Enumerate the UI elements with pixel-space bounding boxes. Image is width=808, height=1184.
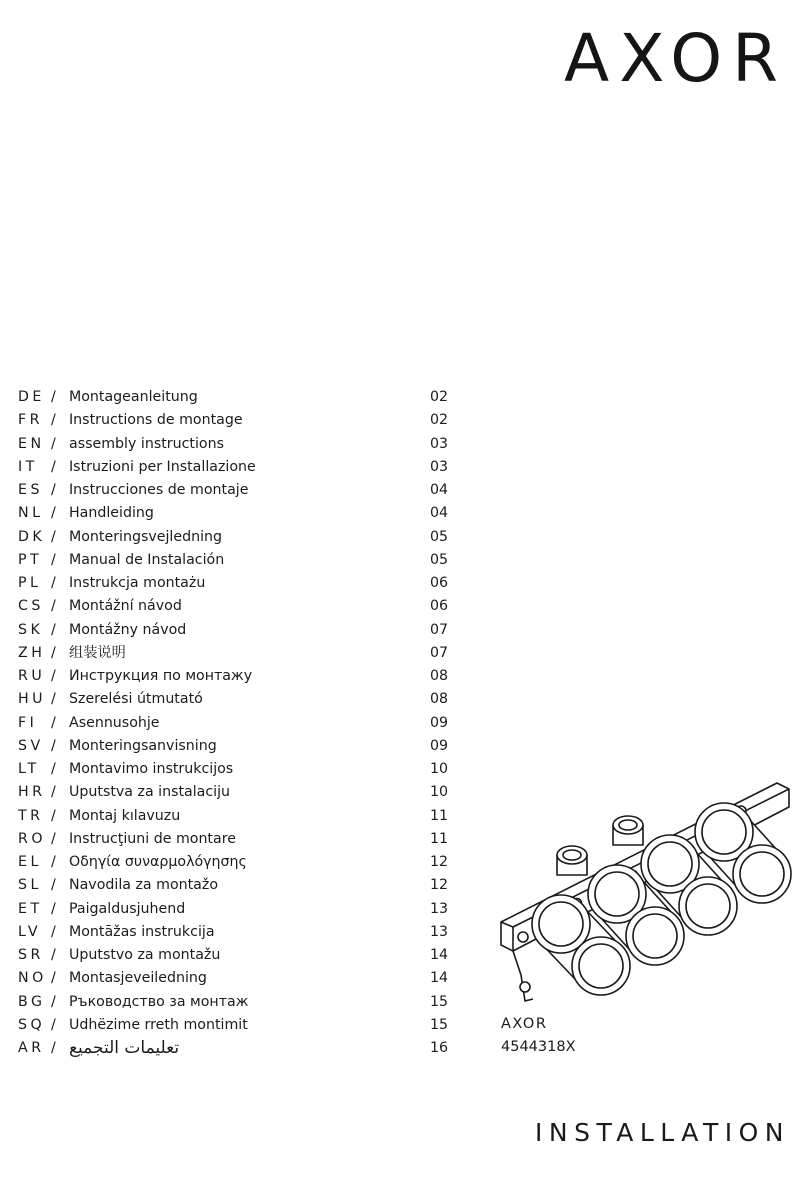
upper-connector-left xyxy=(557,846,587,875)
page-number: 06 xyxy=(429,575,448,591)
toc-row xyxy=(18,688,448,711)
separator: / xyxy=(51,923,56,940)
toc-row xyxy=(18,712,448,735)
toc-row xyxy=(18,967,448,990)
toc-row xyxy=(18,805,448,828)
language-code: PT xyxy=(18,551,43,568)
page-number: 05 xyxy=(429,528,448,545)
toc-row xyxy=(18,433,448,456)
separator: / xyxy=(51,807,56,824)
language-code: AR xyxy=(18,1040,45,1056)
page-number: 15 xyxy=(429,1016,448,1033)
separator: / xyxy=(51,458,56,475)
toc-row xyxy=(18,386,448,409)
page-number: 04 xyxy=(429,482,448,498)
page-number: 12 xyxy=(429,877,448,894)
toc-row xyxy=(18,851,448,874)
page-number: 13 xyxy=(429,900,448,917)
separator: / xyxy=(51,947,56,963)
toc-row xyxy=(18,595,448,618)
separator: / xyxy=(51,389,56,405)
section-title: Monteringsvejledning xyxy=(69,528,223,545)
section-title: Navodila za montažo xyxy=(69,877,219,894)
page-number: 13 xyxy=(429,923,448,940)
toc-row xyxy=(18,781,448,804)
section-title: Instrucţiuni de montare xyxy=(69,830,236,847)
language-code: SK xyxy=(18,621,44,638)
page-number: 04 xyxy=(429,505,448,522)
language-code: RU xyxy=(18,668,46,684)
section-title: Udhëzime rreth montimit xyxy=(69,1016,248,1033)
language-code: FR xyxy=(18,412,44,429)
toc-row xyxy=(18,921,448,944)
section-title: assembly instructions xyxy=(69,435,224,452)
language-code: DK xyxy=(18,528,46,545)
language-code: NL xyxy=(18,505,44,522)
language-code: ZH xyxy=(18,644,46,661)
page-number: 03 xyxy=(429,458,448,475)
separator: / xyxy=(51,528,56,545)
separator: / xyxy=(51,1040,56,1056)
separator: / xyxy=(51,877,56,894)
page-number: 02 xyxy=(429,412,448,429)
separator: / xyxy=(51,482,56,498)
page-number: 09 xyxy=(429,714,448,731)
toc-row xyxy=(18,572,448,595)
separator: / xyxy=(51,1016,56,1033)
page-number: 12 xyxy=(429,854,448,870)
language-code: SL xyxy=(18,877,42,894)
language-code: SV xyxy=(18,737,44,754)
toc-row xyxy=(18,642,448,665)
toc-row xyxy=(18,991,448,1014)
language-code: EN xyxy=(18,435,45,452)
toc-row xyxy=(18,898,448,921)
language-code: TR xyxy=(18,807,44,824)
section-title: Οδηγία συναρμολόγησης xyxy=(69,854,247,870)
page-number: 07 xyxy=(429,644,448,661)
language-code: HU xyxy=(18,691,47,708)
language-code: ES xyxy=(18,482,43,498)
section-title: Monteringsanvisning xyxy=(69,737,217,754)
separator: / xyxy=(51,900,56,917)
language-code: FI xyxy=(18,714,38,731)
language-code: EL xyxy=(18,854,42,870)
brand-logo: AXOR xyxy=(564,20,788,97)
toc-row xyxy=(18,456,448,479)
product-name: AXOR xyxy=(501,1016,548,1032)
separator: / xyxy=(51,551,56,568)
separator: / xyxy=(51,737,56,754)
toc-row xyxy=(18,1014,448,1037)
separator: / xyxy=(51,970,56,987)
section-title: Paigaldusjuhend xyxy=(69,900,186,917)
section-title: Istruzioni per Installazione xyxy=(69,458,256,475)
page-number: 05 xyxy=(429,551,448,568)
section-title: Montāžas instrukcija xyxy=(69,923,215,940)
language-index xyxy=(18,386,448,1060)
section-title: Montážní návod xyxy=(69,598,182,615)
separator: / xyxy=(51,784,56,801)
toc-row xyxy=(18,526,448,549)
section-title: تعليمات التجميع xyxy=(69,1038,180,1058)
section-title: 组装说明 xyxy=(69,644,126,661)
separator: / xyxy=(51,761,56,777)
section-title: Инструкция по монтажу xyxy=(69,668,253,684)
separator: / xyxy=(51,505,56,522)
page-number: 08 xyxy=(429,691,448,708)
page-number: 03 xyxy=(429,435,448,452)
separator: / xyxy=(51,435,56,452)
section-title: Montasjeveiledning xyxy=(69,970,207,987)
product-drawing xyxy=(495,775,795,1015)
toc-row xyxy=(18,479,448,502)
toc-row xyxy=(18,758,448,781)
language-code: BG xyxy=(18,993,46,1010)
section-title: Instructions de montage xyxy=(69,412,243,429)
separator: / xyxy=(51,714,56,731)
page-number: 07 xyxy=(429,621,448,638)
page-number: 10 xyxy=(429,784,448,801)
section-title: Uputstvo za montažu xyxy=(69,947,221,963)
separator: / xyxy=(51,691,56,708)
toc-row xyxy=(18,619,448,642)
mount-hole xyxy=(520,982,530,992)
language-code: IT xyxy=(18,458,38,475)
product-code: 4544318X xyxy=(501,1039,576,1055)
section-title: Manual de Instalación xyxy=(69,551,225,568)
section-title: Montageanleitung xyxy=(69,389,198,405)
document-label: INSTALLATION xyxy=(535,1118,790,1147)
page-number: 14 xyxy=(429,947,448,963)
upper-connector-right xyxy=(613,816,643,845)
toc-row xyxy=(18,549,448,572)
toc-row xyxy=(18,944,448,967)
page-number: 16 xyxy=(429,1040,448,1056)
page-number: 02 xyxy=(429,389,448,405)
section-title: Asennusohje xyxy=(69,714,160,731)
language-code: LT xyxy=(18,761,40,777)
language-code: NO xyxy=(18,970,47,987)
language-code: RO xyxy=(18,830,47,847)
section-title: Montavimo instrukcijos xyxy=(69,761,234,777)
mount-hole xyxy=(518,932,528,942)
toc-row xyxy=(18,409,448,432)
toc-row xyxy=(18,1037,448,1060)
section-title: Szerelési útmutató xyxy=(69,691,203,708)
toc-row xyxy=(18,874,448,897)
separator: / xyxy=(51,830,56,847)
separator: / xyxy=(51,854,56,870)
toc-row xyxy=(18,828,448,851)
section-title: Instrukcja montażu xyxy=(69,575,206,591)
section-title: Instrucciones de montaje xyxy=(69,482,249,498)
language-code: CS xyxy=(18,598,44,615)
separator: / xyxy=(51,668,56,684)
page-number: 10 xyxy=(429,761,448,777)
separator: / xyxy=(51,644,56,661)
separator: / xyxy=(51,993,56,1010)
page-number: 09 xyxy=(429,737,448,754)
page-number: 06 xyxy=(429,598,448,615)
page-number: 08 xyxy=(429,668,448,684)
separator: / xyxy=(51,598,56,615)
section-title: Montaj kılavuzu xyxy=(69,807,181,824)
separator: / xyxy=(51,412,56,429)
language-code: PL xyxy=(18,575,42,591)
page-number: 11 xyxy=(429,830,448,847)
language-code: SQ xyxy=(18,1016,46,1033)
separator: / xyxy=(51,621,56,638)
page-number: 11 xyxy=(429,807,448,824)
page-number: 14 xyxy=(429,970,448,987)
page-number: 15 xyxy=(429,993,448,1010)
language-code: HR xyxy=(18,784,46,801)
language-code: LV xyxy=(18,923,42,940)
toc-row xyxy=(18,502,448,525)
section-title: Montážny návod xyxy=(69,621,187,638)
toc-row xyxy=(18,735,448,758)
section-title: Uputstva za instalaciju xyxy=(69,784,231,801)
section-title: Ръководство за монтаж xyxy=(69,993,249,1010)
language-code: DE xyxy=(18,389,45,405)
separator: / xyxy=(51,575,56,591)
language-code: SR xyxy=(18,947,44,963)
section-title: Handleiding xyxy=(69,505,154,522)
toc-row xyxy=(18,665,448,688)
language-code: ET xyxy=(18,900,43,917)
